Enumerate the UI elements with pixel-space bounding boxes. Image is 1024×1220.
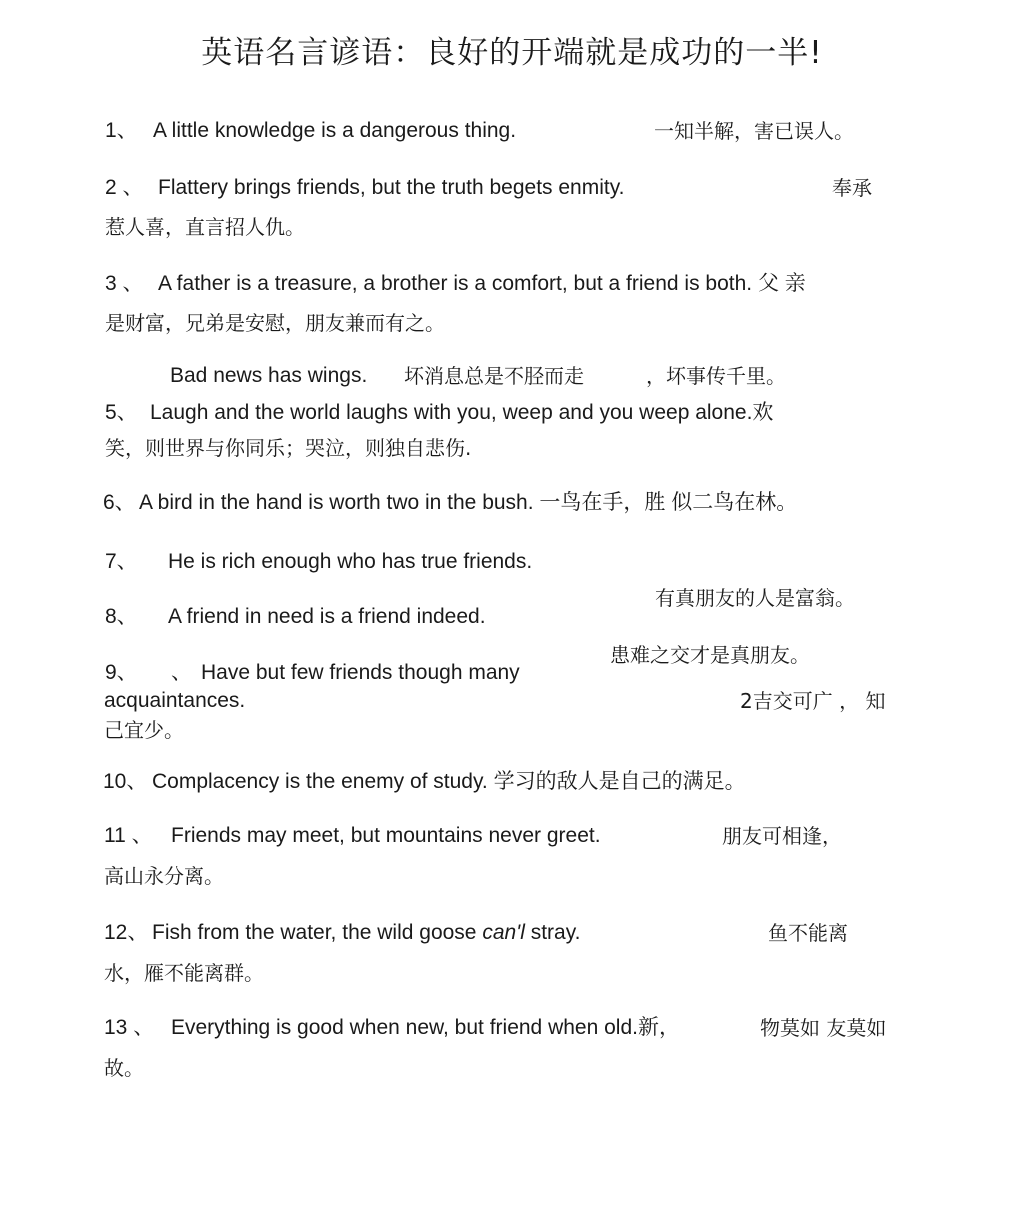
chinese-text: 一知半解，害已误人。 xyxy=(654,119,854,143)
english-text: A little knowledge is a dangerous thing. xyxy=(153,119,517,142)
chinese-text: 奉承 xyxy=(832,176,872,200)
chinese-text-continued: 故。 xyxy=(104,1056,144,1080)
english-text: Laugh and the world laughs with you, weep and you weep alone.欢 xyxy=(150,401,774,424)
chinese-text: 物莫如 友莫如 xyxy=(760,1016,887,1040)
english-text-part: stray. xyxy=(524,921,581,944)
item-number: 1、 xyxy=(105,119,138,142)
english-text xyxy=(152,922,581,943)
chinese-text: 患难之交才是真朋友。 xyxy=(610,643,810,667)
item-number: 12、 xyxy=(104,921,149,944)
item-number: 3 、 xyxy=(105,272,144,295)
item-number: 5、 xyxy=(105,401,138,424)
item-number: 10、 xyxy=(103,770,148,793)
chinese-text: 有真朋友的人是富翁。 xyxy=(655,586,855,610)
english-text: Flattery brings friends, but the truth begets enmity. xyxy=(158,176,625,199)
english-text: Have but few friends though many xyxy=(201,661,520,684)
english-text: A bird in the hand is worth two in the bush. 一鸟在手，胜 似二鸟在林。 xyxy=(139,491,798,514)
chinese-text-continued: 是财富，兄弟是安慰，朋友兼而有之。 xyxy=(105,311,445,335)
chinese-text: 2吉交可广 ， 知 xyxy=(740,689,886,713)
item-number: 11 、 xyxy=(104,824,153,847)
english-text: Complacency is the enemy of study. 学习的敌人是自己的满足。 xyxy=(152,770,746,793)
chinese-text-continued: ，坏事传千里。 xyxy=(646,364,786,388)
english-text-continued: acquaintances. xyxy=(104,689,246,712)
chinese-text: 坏消息总是不胫而走 xyxy=(404,364,584,388)
english-text-italic: can'l xyxy=(482,921,525,944)
separator-mark: 、 xyxy=(171,661,192,684)
english-text: Friends may meet, but mountains never greet. xyxy=(171,824,601,847)
chinese-text-continued: 笑，则世界与你同乐；哭泣，则独自悲伤. xyxy=(105,436,472,460)
chinese-text: 朋友可相逢， xyxy=(722,824,842,848)
item-number: 7、 xyxy=(105,550,138,573)
item-number: 2 、 xyxy=(105,176,144,199)
english-text: A friend in need is a friend indeed. xyxy=(168,605,486,628)
chinese-text-continued: 己宜少。 xyxy=(104,718,184,742)
english-text-part: Fish from the water, the wild goose xyxy=(152,921,483,944)
item-number: 9、 xyxy=(105,661,138,684)
chinese-text: 鱼不能离 xyxy=(768,921,848,945)
chinese-text-continued: 高山永分离。 xyxy=(104,864,224,888)
page-title: 英语名言谚语：良好的开端就是成功的一半! xyxy=(201,35,823,71)
english-text: Bad news has wings. xyxy=(170,364,368,387)
english-text: He is rich enough who has true friends. xyxy=(168,550,533,573)
item-number: 13 、 xyxy=(104,1016,155,1039)
item-number: 8、 xyxy=(105,605,138,628)
item-number: 6、 xyxy=(103,491,136,514)
english-text: A father is a treasure, a brother is a comfort, but a friend is both. 父 亲 xyxy=(158,272,806,295)
english-text: Everything is good when new, but friend when old.新， xyxy=(171,1016,680,1039)
chinese-text-continued: 惹人喜，直言招人仇。 xyxy=(105,215,305,239)
chinese-text-continued: 水，雁不能离群。 xyxy=(104,961,264,985)
